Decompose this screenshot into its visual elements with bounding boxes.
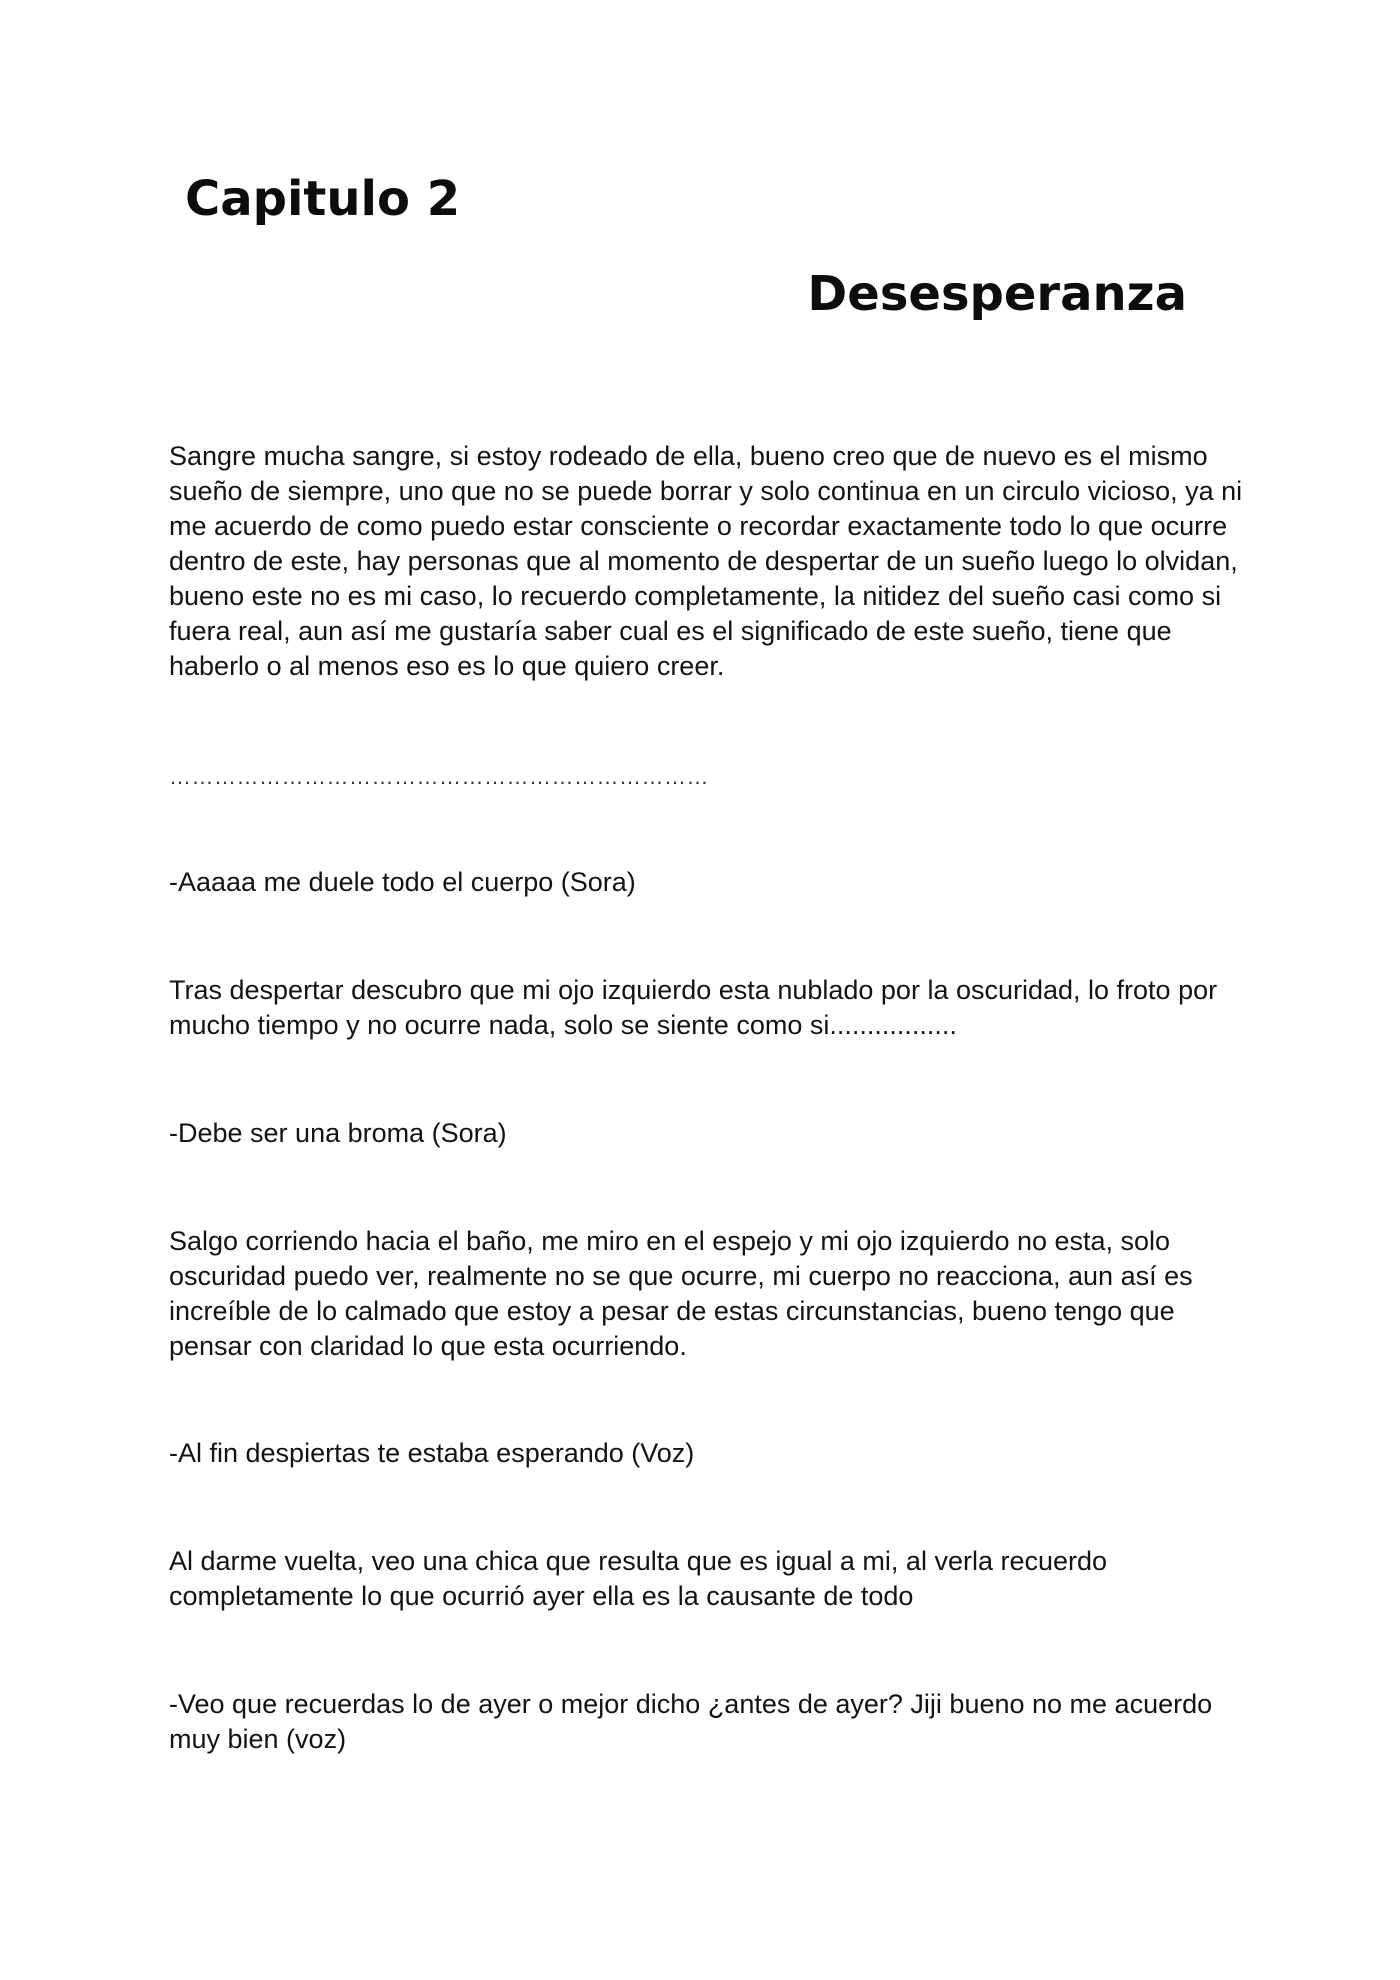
chapter-title: Capitulo 2 <box>185 171 461 227</box>
dialogue-line: -Al fin despiertas te estaba esperando (Voz) <box>169 1438 695 1468</box>
paragraph-awakening: Tras despertar descubro que mi ojo izquierdo esta nublado por la oscuridad, lo froto por mucho tiempo y no ocurre nada, solo se siente como si................. <box>169 975 1218 1040</box>
dialogue-line: -Veo que recuerdas lo de ayer o mejor dicho ¿antes de ayer? Jiji bueno no me acuerdo muy bien (voz) <box>169 1689 1213 1754</box>
paragraph-bathroom: Salgo corriendo hacia el baño, me miro en el espejo y mi ojo izquierdo no esta, solo oscuridad puedo ver, realmente no se que ocurre, mi cuerpo no reacciona, aun así es increíble de lo calmado que estoy a pesar de estas circunstancias, bueno tengo que pensar con claridad lo que esta ocurriendo. <box>169 1226 1193 1361</box>
dialogue-line: -Aaaaa me duele todo el cuerpo (Sora) <box>169 867 636 897</box>
paragraph-turnaround: Al darme vuelta, veo una chica que resulta que es igual a mi, al verla recuerdo completamente lo que ocurrió ayer ella es la causante de todo <box>169 1546 1108 1611</box>
chapter-subtitle: Desesperanza <box>807 266 1187 322</box>
dialogue-line: -Debe ser una broma (Sora) <box>169 1118 507 1148</box>
paragraph-dream: Sangre mucha sangre, si estoy rodeado de ella, bueno creo que de nuevo es el mismo sueño de siempre, uno que no se puede borrar y solo continua en un circulo vicioso, ya ni me acuerdo de como puedo estar consciente o recordar exactamente todo lo que ocurre dentro de este, hay personas que al momento de despertar de un sueño luego lo olvidan, bueno este no es mi caso, lo recuerdo completamente, la nitidez del sueño casi como si fuera real, aun así me gustaría saber cual es el significado de este sueño, tiene que haberlo o al menos eso es lo que quiero creer. <box>169 441 1243 681</box>
scene-separator: ……………………………………………………………… <box>169 764 709 789</box>
